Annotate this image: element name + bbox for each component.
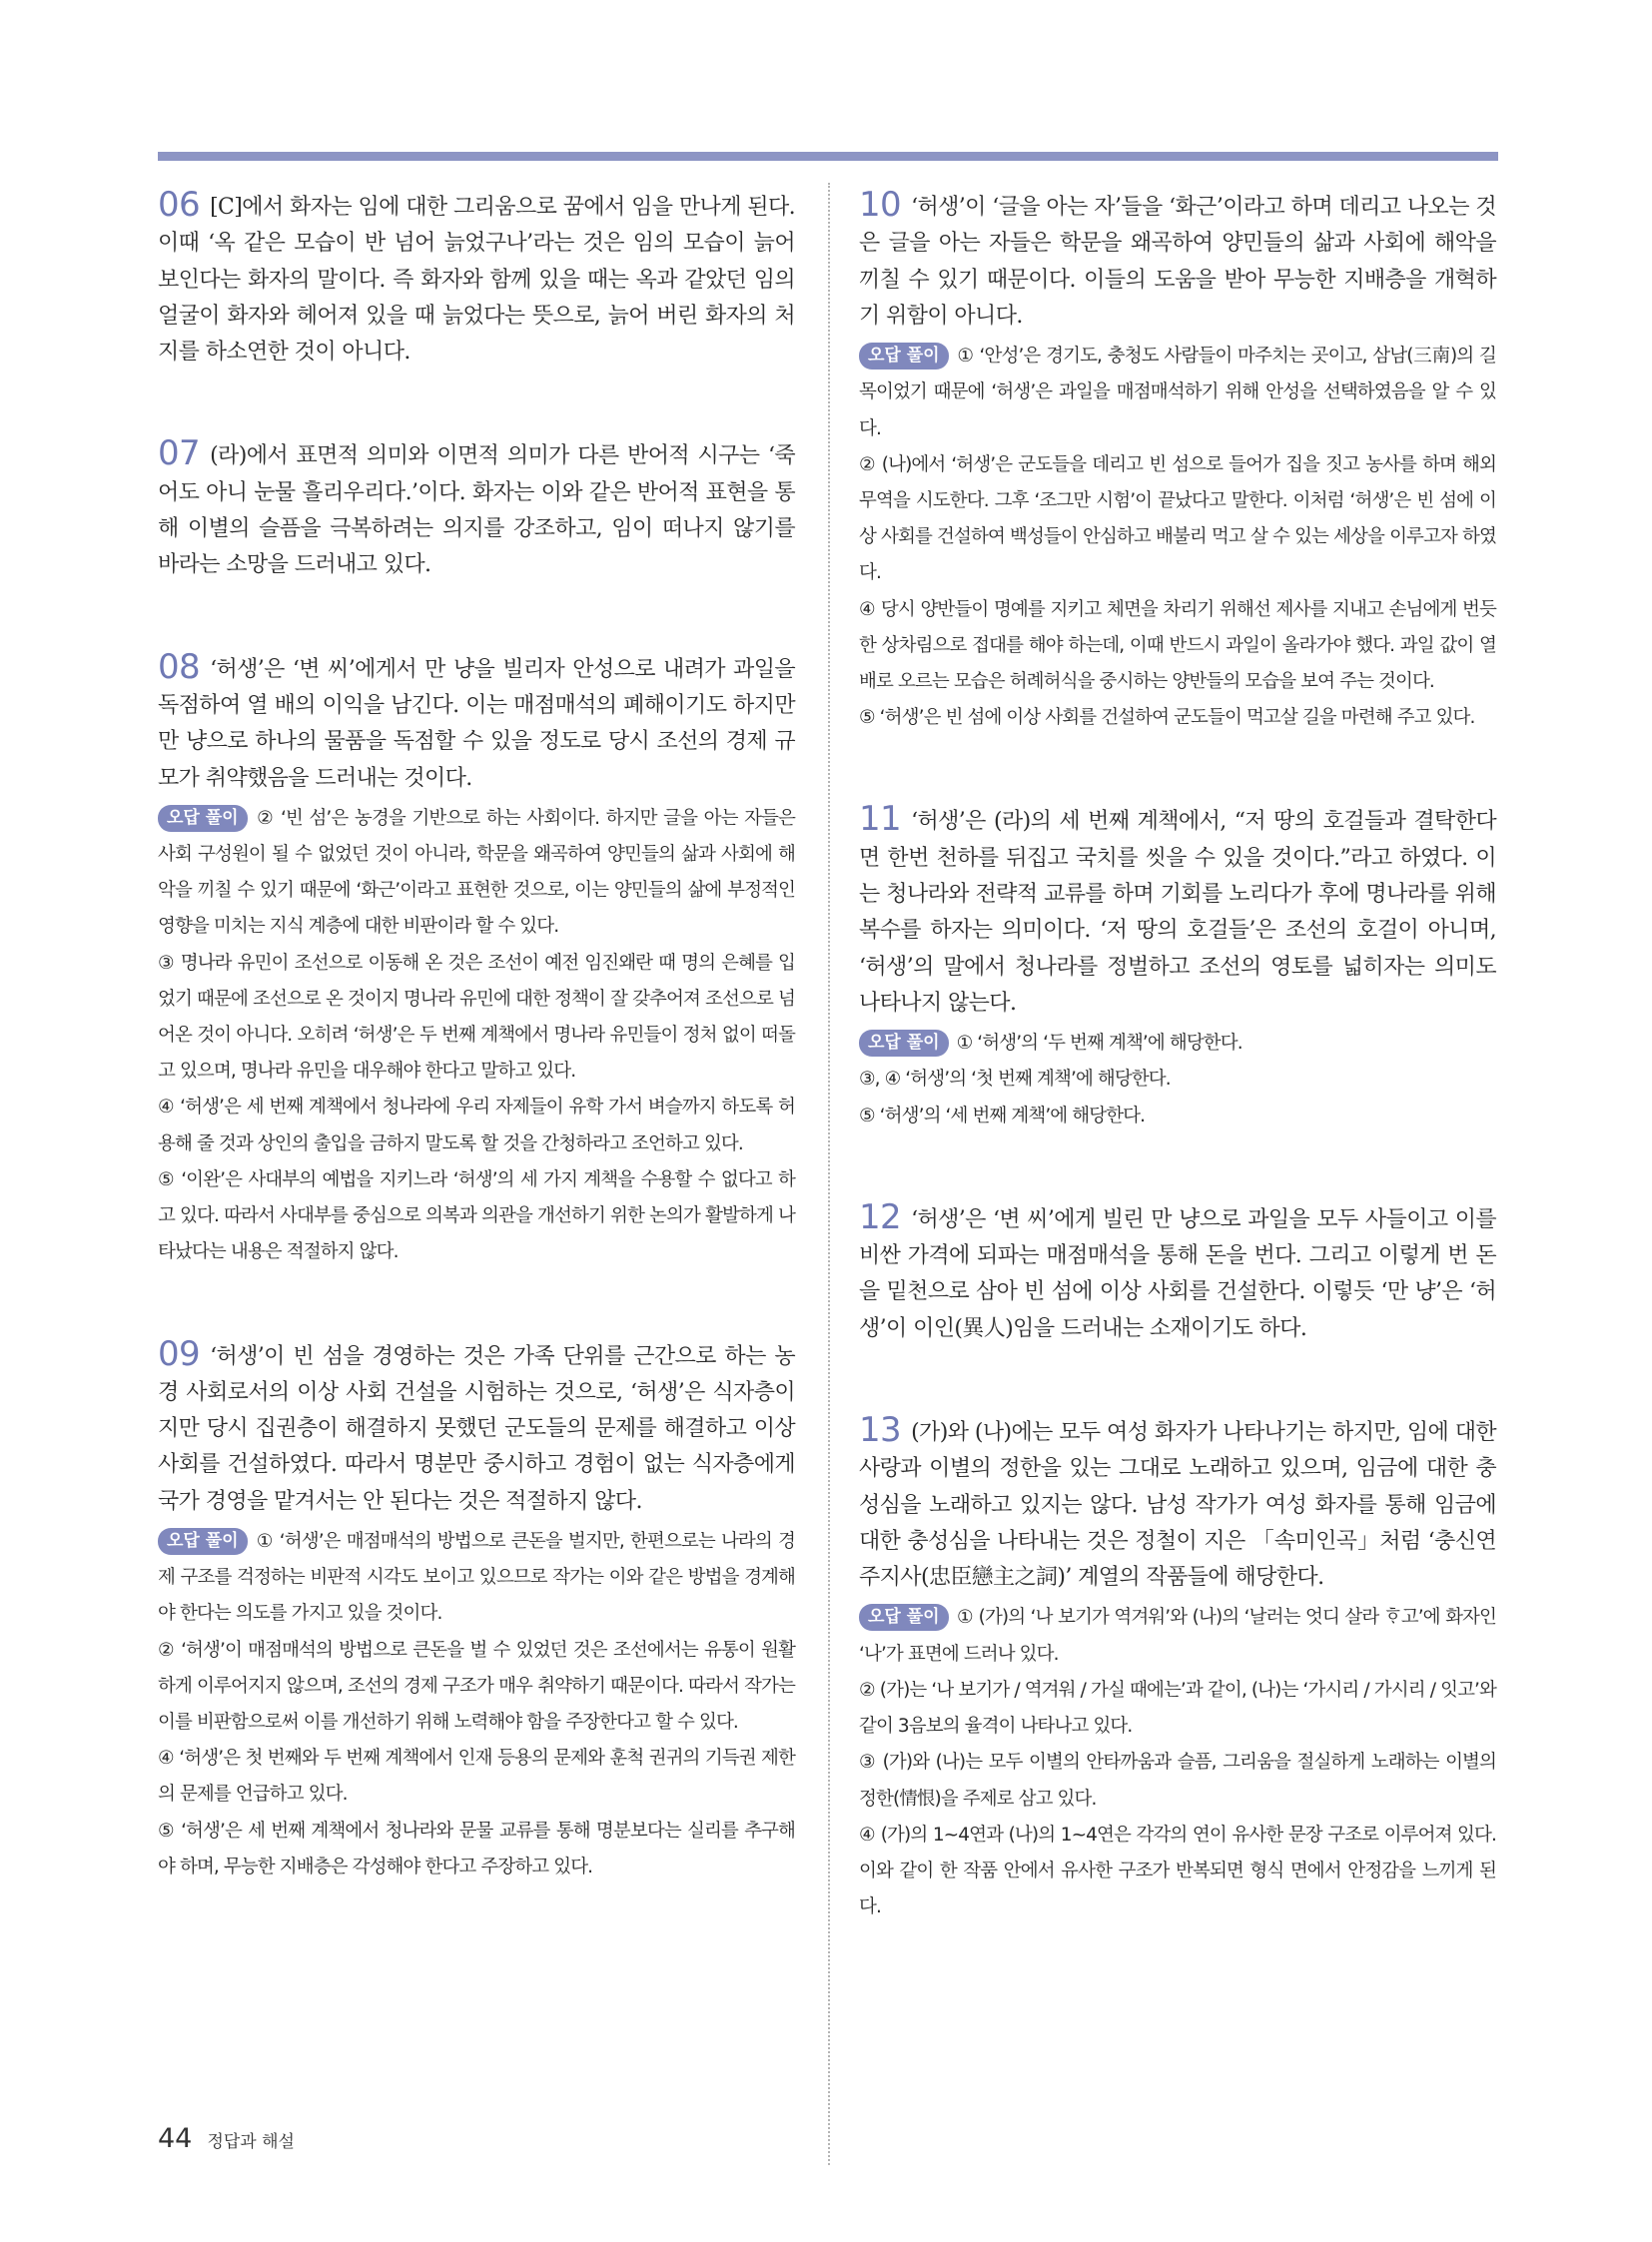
q11-answer <box>859 799 1496 1022</box>
q10-number: 10 <box>859 185 902 225</box>
q09-note-2: ② ‘허생’이 매점매석의 방법으로 큰돈을 벌 수 있었던 것은 조선에서는 유통이 원활하게 이루어지지 않으며, 조선의 경제 구조가 매우 취약하기 때문이다. 따라서 작가는 이를 비판함으로써 이를 개선하기 위해 노력해야 함을 주장한다고 할 수 있다. <box>158 1639 795 1733</box>
q11-note-3: ⑤ ‘허생’의 ‘세 번째 계책’에 해당한다. <box>859 1105 1146 1126</box>
q10-note-1-text: ① ‘안성’은 경기도, 충청도 사람들이 마주치는 곳이고, 삼남(三南)의 길목이었기 때문에 ‘허생’은 과일을 매점매석하기 위해 안성을 선택하였음을 알 수 있다. <box>859 346 1496 439</box>
q13-note-1 <box>859 1600 1496 1672</box>
q06-number: 06 <box>158 185 201 225</box>
q11-text: ‘허생’은 (라)의 세 번째 계책에서, “저 땅의 호걸들과 결탁한다면 한번 천하를 뒤집고 국치를 씻을 수 있을 것이다.”라고 하였다. 이는 청나라와 전략적 교류를 하며 기회를 노리다가 후에 명나라를 위해 복수를 하자는 의미이다. ‘저 땅의 호걸들’은 조선의 호걸이 아니며, ‘허생’의 말에서 청나라를 정벌하고 조선의 영토를 넓히자는 의미도 나타나지 않는다. <box>859 809 1496 1016</box>
q08-note-1 <box>158 801 795 946</box>
q11-number: 11 <box>859 799 902 840</box>
right-column <box>859 185 1496 1925</box>
column-divider <box>828 183 830 2165</box>
q11-note-2: ③, ④ ‘허생’의 ‘첫 번째 계책’에 해당한다. <box>859 1069 1171 1091</box>
q07-number: 07 <box>158 433 201 474</box>
q08-note-2: ③ 명나라 유민이 조선으로 이동해 온 것은 조선이 예전 임진왜란 때 명의 은혜를 입었기 때문에 조선으로 온 것이지 명나라 유민에 대한 정책이 잘 갖추어져 조선으로 넘어온 것이 아니다. 오히려 ‘허생’은 두 번째 계책에서 명나라 유민들이 정처 없이 떠돌고 있으며, 명나라 유민을 대우해야 한다고 말하고 있다. <box>158 952 795 1083</box>
q08-text: ‘허생’은 ‘변 씨’에게서 만 냥을 빌리자 안성으로 내려가 과일을 독점하여 열 배의 이익을 남긴다. 이는 매점매석의 폐해이기도 하지만 만 냥으로 하나의 물품을 독점할 수 있을 정도로 당시 조선의 경제 규모가 취약했음을 드러내는 것이다. <box>158 656 795 791</box>
wrong-answer-badge: 오답 풀이 <box>158 1528 248 1555</box>
question-06 <box>158 185 795 371</box>
wrong-answer-badge: 오답 풀이 <box>158 805 248 832</box>
q07-text: (라)에서 표면적 의미와 이면적 의미가 다른 반어적 시구는 ‘죽어도 아니 눈물 흘리우리다.’이다. 화자는 이와 같은 반어적 표현을 통해 이별의 슬픔을 극복하려는 의지를 강조하고, 임이 떠나지 않기를 바라는 소망을 드러내고 있다. <box>158 443 795 578</box>
q06-answer <box>158 185 795 371</box>
q13-note-1-text: ① (가)의 ‘나 보기가 역겨워’와 (나)의 ‘날러는 엇디 살라 ᄒᆞ고’에 화자인 ‘나’가 표면에 드러나 있다. <box>859 1607 1496 1665</box>
q13-number: 13 <box>859 1410 902 1450</box>
question-07 <box>158 433 795 583</box>
q12-number: 12 <box>859 1196 902 1237</box>
footer-label: 정답과 해설 <box>207 2132 295 2152</box>
q09-note-4: ⑤ ‘허생’은 세 번째 계책에서 청나라와 문물 교류를 통해 명분보다는 실리를 추구해야 하며, 무능한 지배층은 각성해야 한다고 주장하고 있다. <box>158 1820 795 1877</box>
wrong-answer-badge: 오답 풀이 <box>859 1030 949 1057</box>
top-rule <box>158 152 1498 161</box>
q11-note-1 <box>859 1026 1496 1062</box>
q09-note-1-text: ① ‘허생’은 매점매석의 방법으로 큰돈을 벌지만, 한편으로는 나라의 경제 구조를 걱정하는 비판적 시각도 보이고 있으므로 작가는 이와 같은 방법을 경계해야 한다는 의도를 가지고 있을 것이다. <box>158 1530 795 1625</box>
q09-number: 09 <box>158 1333 201 1374</box>
q10-note-3: ④ 당시 양반들이 명예를 지키고 체면을 차리기 위해선 제사를 지내고 손님에게 번듯한 상차림으로 접대를 해야 하는데, 이때 반드시 과일이 올라가야 했다. 과일 값이 열 배로 오르는 모습은 허례허식을 중시하는 양반들의 모습을 보여 주는 것이다. <box>859 598 1496 693</box>
q10-note-2: ② (나)에서 ‘허생’은 군도들을 데리고 빈 섬으로 들어가 집을 짓고 농사를 하며 해외 무역을 시도한다. 그후 ‘조그만 시험’이 끝났다고 말한다. 이처럼 ‘허생’은 빈 섬에 이상 사회를 건설하여 백성들이 안심하고 배불리 먹고 살 수 있는 세상을 이루고자 하였다. <box>859 453 1496 584</box>
q09-note-1 <box>158 1524 795 1633</box>
q11-note-1-text: ① ‘허생’의 ‘두 번째 계책’에 해당한다. <box>956 1033 1242 1055</box>
page-footer <box>158 2123 295 2154</box>
q06-text: [C]에서 화자는 임에 대한 그리움으로 꿈에서 임을 만나게 된다. 이때 ‘옥 같은 모습이 반 넘어 늙었구나’라는 것은 임의 모습이 늙어 보인다는 화자의 말이다. 즉 화자와 함께 있을 때는 옥과 같았던 임의 얼굴이 화자와 헤어져 있을 때 늙었다는 뜻으로, 늙어 버린 화자의 처지를 하소연한 것이 아니다. <box>158 195 795 366</box>
question-09 <box>158 1333 795 1886</box>
q09-answer <box>158 1333 795 1520</box>
q08-answer <box>158 646 795 797</box>
question-08 <box>158 646 795 1271</box>
wrong-answer-badge: 오답 풀이 <box>859 343 949 370</box>
q10-note-1 <box>859 339 1496 447</box>
left-column <box>158 185 795 1885</box>
question-13 <box>859 1410 1496 1925</box>
q08-note-4: ⑤ ‘이완’은 사대부의 예법을 지키느라 ‘허생’의 세 가지 계책을 수용할 수 없다고 하고 있다. 따라서 사대부를 중심으로 의복과 의관을 개선하기 위한 논의가 활발하게 나타났다는 내용은 적절하지 않다. <box>158 1168 795 1263</box>
q10-note-4: ⑤ ‘허생’은 빈 섬에 이상 사회를 건설하여 군도들이 먹고살 길을 마련해 주고 있다. <box>859 707 1475 729</box>
question-11 <box>859 799 1496 1133</box>
q13-note-2: ② (가)는 ‘나 보기가 / 역겨워 / 가실 때에는’과 같이, (나)는 ‘가시리 / 가시리 / 잇고’와 같이 3음보의 율격이 나타나고 있다. <box>859 1679 1496 1738</box>
question-12 <box>859 1196 1496 1347</box>
question-10 <box>859 185 1496 736</box>
page-number: 44 <box>158 2123 193 2154</box>
q09-note-3: ④ ‘허생’은 첫 번째와 두 번째 계책에서 인재 등용의 문제와 훈척 권귀의 기득권 제한의 문제를 언급하고 있다. <box>158 1748 795 1806</box>
q13-note-4: ④ (가)의 1~4연과 (나)의 1~4연은 각각의 연이 유사한 문장 구조로 이루어져 있다. 이와 같이 한 작품 안에서 유사한 구조가 반복되면 형식 면에서 안정감을 느끼게 된다. <box>859 1824 1496 1918</box>
q08-note-3: ④ ‘허생’은 세 번째 계책에서 청나라에 우리 자제들이 유학 가서 벼슬까지 하도록 허용해 줄 것과 상인의 출입을 금하지 말도록 할 것을 간청하라고 조언하고 있다. <box>158 1097 795 1154</box>
q09-text: ‘허생’이 빈 섬을 경영하는 것은 가족 단위를 근간으로 하는 농경 사회로서의 이상 사회 건설을 시험하는 것으로, ‘허생’은 식자층이지만 당시 집권층이 해결하지 못했던 군도들의 문제를 해결하고 이상 사회를 건설하였다. 따라서 명분만 중시하고 경험이 없는 식자층에게 국가 경영을 맡겨서는 안 된다는 것은 적절하지 않다. <box>158 1343 795 1514</box>
q13-note-3: ③ (가)와 (나)는 모두 이별의 안타까움과 슬픔, 그리움을 절실하게 노래하는 이별의 정한(情恨)을 주제로 삼고 있다. <box>859 1752 1496 1810</box>
q10-answer <box>859 185 1496 335</box>
q07-answer <box>158 433 795 583</box>
q08-number: 08 <box>158 646 201 687</box>
q13-text: (가)와 (나)에는 모두 여성 화자가 나타나기는 하지만, 임에 대한 사랑과 이별의 정한을 있는 그대로 노래하고 있으며, 임금에 대한 충성심을 노래하고 있지는 않다. 남성 작가가 여성 화자를 통해 임금에 대한 충성심을 나타내는 것은 정철이 지은 「속미인곡」처럼 ‘충신연주지사(忠臣戀主之詞)’ 계열의 작품들에 해당한다. <box>859 1420 1496 1591</box>
wrong-answer-badge: 오답 풀이 <box>859 1604 949 1631</box>
q08-note-1-text: ② ‘빈 섬’은 농경을 기반으로 하는 사회이다. 하지만 글을 아는 자들은 사회 구성원이 될 수 없었던 것이 아니라, 학문을 왜곡하여 양민들의 삶과 사회에 해악을 끼칠 수 있기 때문에 ‘화근’이라고 표현한 것으로, 이는 양민들의 삶에 부정적인 영향을 미치는 지식 계층에 대한 비판이라 할 수 있다. <box>158 807 795 938</box>
q12-answer <box>859 1196 1496 1347</box>
q13-answer <box>859 1410 1496 1596</box>
q10-text: ‘허생’이 ‘글을 아는 자’들을 ‘화근’이라고 하며 데리고 나오는 것은 글을 아는 자들은 학문을 왜곡하여 양민들의 삶과 사회에 해악을 끼칠 수 있기 때문이다. 이들의 도움을 받아 무능한 지배층을 개혁하기 위함이 아니다. <box>859 195 1496 329</box>
q12-text: ‘허생’은 ‘변 씨’에게 빌린 만 냥으로 과일을 모두 사들이고 이를 비싼 가격에 되파는 매점매석을 통해 돈을 번다. 그리고 이렇게 번 돈을 밑천으로 삼아 빈 섬에 이상 사회를 건설한다. 이렇듯 ‘만 냥’은 ‘허생’이 이인(異人)임을 드러내는 소재이기도 하다. <box>859 1206 1496 1341</box>
